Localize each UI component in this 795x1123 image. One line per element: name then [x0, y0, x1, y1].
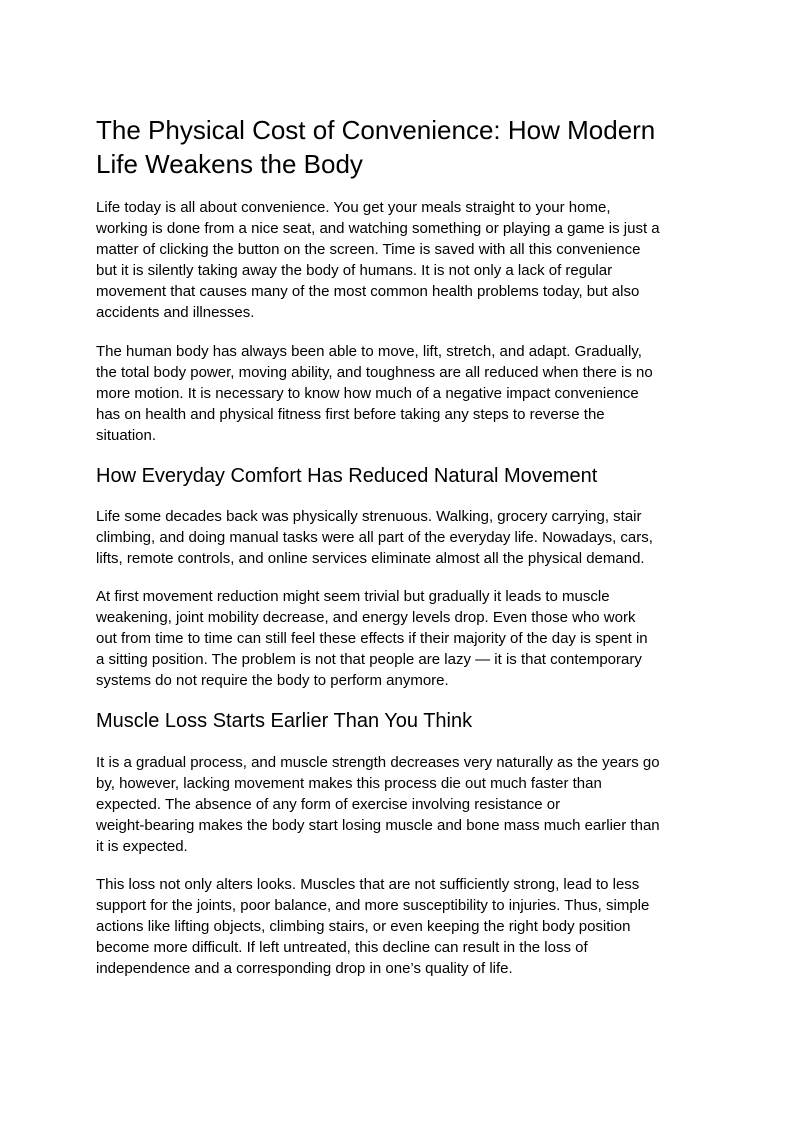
text-line: Life today is all about convenience. You get your meals straight to your home, [96, 199, 611, 216]
text-line: but it is silently taking away the body of humans. It is not only a lack of regular [96, 262, 613, 279]
text-line: more motion. It is necessary to know how much of a negative impact convenience [96, 385, 639, 402]
text-line: The human body has always been able to move, lift, stretch, and adapt. Gradually, [96, 343, 642, 360]
text-line: matter of clicking the button on the screen. Time is saved with all this convenience [96, 241, 641, 258]
text-line: actions like lifting objects, climbing stairs, or even keeping the right body position [96, 918, 631, 935]
text-line: working is done from a nice seat, and watching something or playing a game is just a [96, 220, 660, 237]
text-line: a sitting position. The problem is not that people are lazy — it is that contemporary [96, 651, 642, 668]
document-title [96, 113, 700, 181]
text-line: expected. The absence of any form of exercise involving resistance or [96, 796, 561, 813]
text-line: it is expected. [96, 838, 188, 855]
text-line: the total body power, moving ability, and toughness are all reduced when there is no [96, 364, 653, 381]
section-heading-muscle-loss: Muscle Loss Starts Earlier Than You Think [96, 710, 473, 732]
text-line: by, however, lacking movement makes this process die out much faster than [96, 775, 602, 792]
section-2-paragraph-2 [96, 874, 700, 979]
text-line: climbing, and doing manual tasks were all part of the everyday life. Nowadays, cars, [96, 529, 653, 546]
text-line: independence and a corresponding drop in one’s quality of life. [96, 960, 513, 977]
text-line: At first movement reduction might seem trivial but gradually it leads to muscle [96, 588, 610, 605]
text-line: weight-bearing makes the body start losing muscle and bone mass much earlier than [96, 817, 660, 834]
section-heading-comfort: How Everyday Comfort Has Reduced Natural Movement [96, 465, 598, 487]
section-1-paragraph-2 [96, 586, 700, 691]
text-line: movement that causes many of the most common health problems today, but also [96, 283, 640, 300]
text-line: become more difficult. If left untreated, this decline can result in the loss of [96, 939, 588, 956]
text-line: This loss not only alters looks. Muscles that are not sufficiently strong, lead to less [96, 876, 640, 893]
text-line: out from time to time can still feel these effects if their majority of the day is spent in [96, 630, 648, 647]
text-line: It is a gradual process, and muscle strength decreases very naturally as the years go [96, 754, 660, 771]
title-line: Life Weakens the Body [96, 149, 363, 179]
text-line: Life some decades back was physically strenuous. Walking, grocery carrying, stair [96, 508, 642, 525]
section-1-paragraph-1 [96, 506, 700, 569]
text-line: lifts, remote controls, and online services eliminate almost all the physical demand. [96, 550, 645, 567]
section-2-paragraph-1 [96, 752, 700, 857]
text-line: systems do not require the body to perform anymore. [96, 672, 449, 689]
text-line: has on health and physical fitness first before taking any steps to reverse the [96, 406, 605, 423]
intro-paragraph-2 [96, 341, 700, 446]
text-line: accidents and illnesses. [96, 304, 255, 321]
title-line: The Physical Cost of Convenience: How Modern [96, 115, 656, 145]
text-line: weakening, joint mobility decrease, and energy levels drop. Even those who work [96, 609, 636, 626]
text-line: support for the joints, poor balance, and more susceptibility to injuries. Thus, simple [96, 897, 650, 914]
intro-paragraph-1 [96, 197, 700, 323]
text-line: situation. [96, 427, 157, 444]
